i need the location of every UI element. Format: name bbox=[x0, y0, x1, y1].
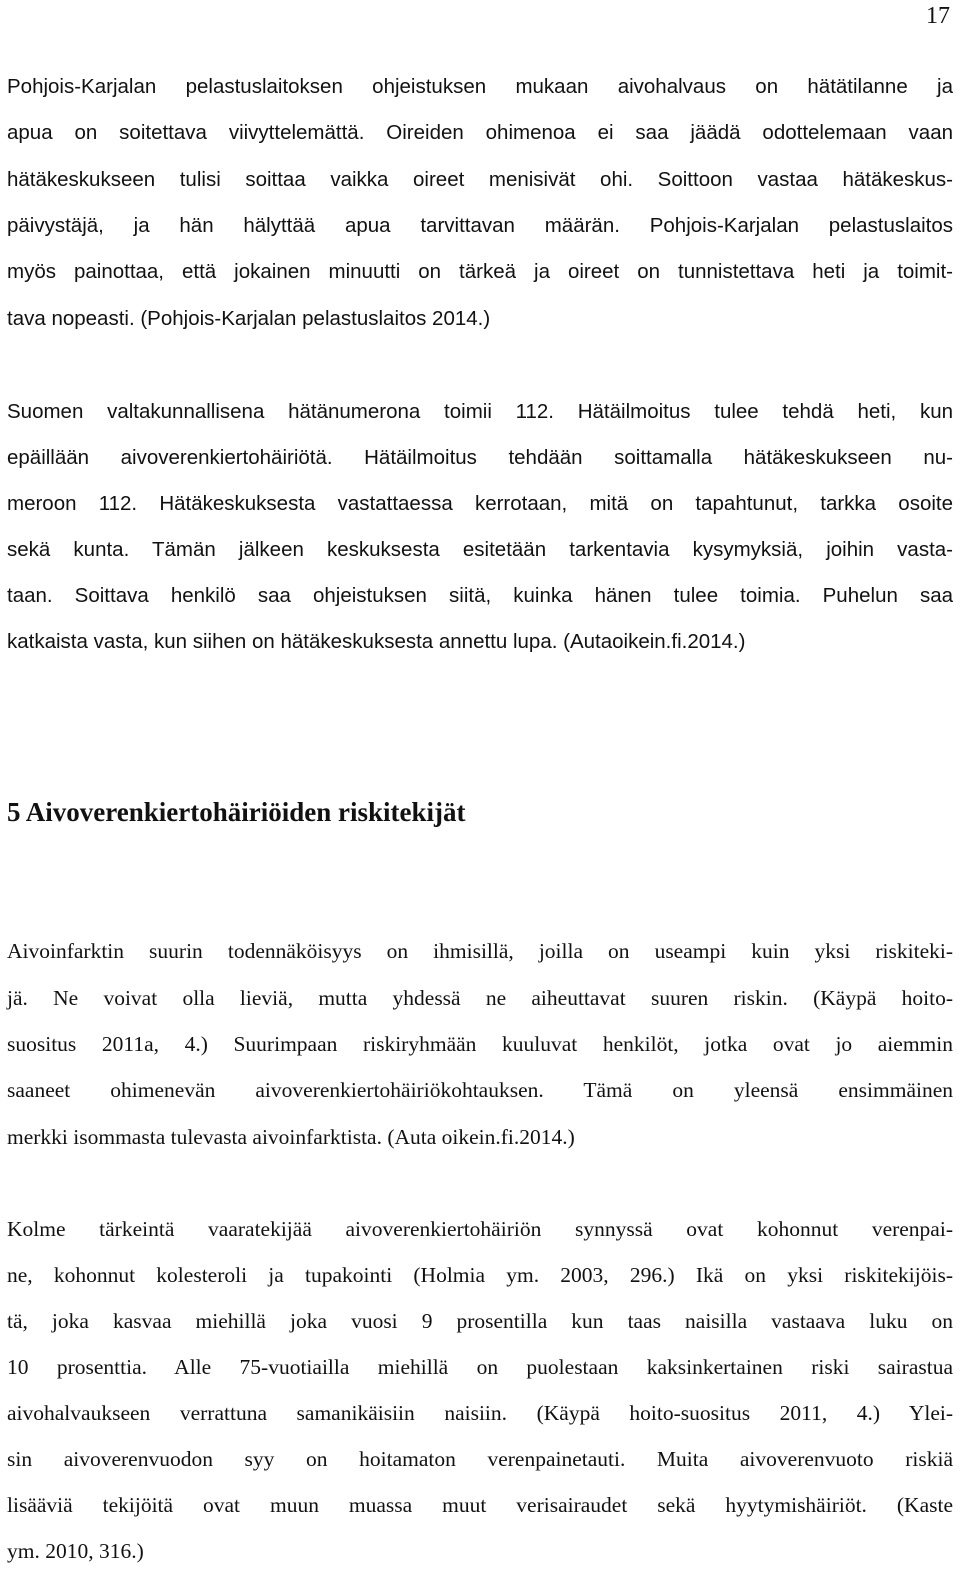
text-line: tava nopeasti. (Pohjois-Karjalan pelastuslaitos 2014.) bbox=[7, 307, 491, 330]
text-line: jä. Ne voivat olla lieviä, mutta yhdessä ne aiheuttavat suuren riskin. (Käypä hoito- bbox=[7, 986, 953, 1010]
text-line: Suomen valtakunnallisena hätänumerona toimii 112. Hätäilmoitus tulee tehdä heti, kun bbox=[7, 400, 953, 423]
text-line: sekä kunta. Tämän jälkeen keskuksesta esitetään tarkentavia kysymyksiä, joihin vasta- bbox=[7, 538, 953, 561]
text-line: Kolme tärkeintä vaaratekijää aivoverenkiertohäiriön synnyssä ovat kohonnut verenpai- bbox=[7, 1217, 953, 1241]
text-line: katkaista vasta, kun siihen on hätäkeskuksesta annettu lupa. (Autaoikein.fi.2014.) bbox=[7, 630, 746, 653]
text-line: Pohjois-Karjalan pelastuslaitoksen ohjeistuksen mukaan aivohalvaus on hätätilanne ja bbox=[7, 75, 953, 98]
text-line: Aivoinfarktin suurin todennäköisyys on ihmisillä, joilla on useampi kuin yksi riskiteki- bbox=[7, 939, 953, 963]
text-line: ym. 2010, 316.) bbox=[7, 1539, 144, 1563]
text-line: myös painottaa, että jokainen minuutti on tärkeä ja oireet on tunnistettava heti ja toimit- bbox=[7, 260, 953, 283]
text-line: ne, kohonnut kolesteroli ja tupakointi (Holmia ym. 2003, 296.) Ikä on yksi riskitekijöis- bbox=[7, 1263, 953, 1287]
text-line: aivohalvaukseen verrattuna samanikäisiin naisiin. (Käypä hoito-suositus 2011, 4.) Ylei- bbox=[7, 1401, 953, 1425]
text-line: meroon 112. Hätäkeskuksesta vastattaessa kerrotaan, mitä on tapahtunut, tarkka osoite bbox=[7, 492, 953, 515]
text-line: sin aivoverenvuodon syy on hoitamaton verenpainetauti. Muita aivoverenvuoto riskiä bbox=[7, 1447, 953, 1471]
text-line: saaneet ohimenevän aivoverenkiertohäiriökohtauksen. Tämä on yleensä ensimmäinen bbox=[7, 1078, 953, 1102]
text-line: hätäkeskukseen tulisi soittaa vaikka oireet menisivät ohi. Soittoon vastaa hätäkeskus- bbox=[7, 168, 953, 191]
text-line: lisääviä tekijöitä ovat muun muassa muut verisairaudet sekä hyytymishäiriöt. (Kaste bbox=[7, 1493, 953, 1517]
text-line: suositus 2011a, 4.) Suurimpaan riskiryhmään kuuluvat henkilöt, jotka ovat jo aiemmin bbox=[7, 1032, 953, 1056]
text-line: apua on soitettava viivyttelemättä. Oireiden ohimenoa ei saa jäädä odottelemaan vaan bbox=[7, 121, 953, 144]
text-line: epäillään aivoverenkiertohäiriötä. Hätäilmoitus tehdään soittamalla hätäkeskukseen nu- bbox=[7, 446, 953, 469]
text-line: merkki isommasta tulevasta aivoinfarktista. (Auta oikein.fi.2014.) bbox=[7, 1125, 575, 1149]
text-line: 10 prosenttia. Alle 75-vuotiailla miehillä on puolestaan kaksinkertainen riski sairastua bbox=[7, 1355, 953, 1379]
section-heading: 5 Aivoverenkiertohäiriöiden riskitekijät bbox=[7, 797, 466, 827]
text-line: tä, joka kasvaa miehillä joka vuosi 9 prosentilla kun taas naisilla vastaava luku on bbox=[7, 1309, 953, 1333]
text-line: päivystäjä, ja hän hälyttää apua tarvittavan määrän. Pohjois-Karjalan pelastuslaitos bbox=[7, 214, 953, 237]
text-line: taan. Soittava henkilö saa ohjeistuksen siitä, kuinka hänen tulee toimia. Puhelun saa bbox=[7, 584, 953, 607]
page-number: 17 bbox=[926, 3, 950, 29]
